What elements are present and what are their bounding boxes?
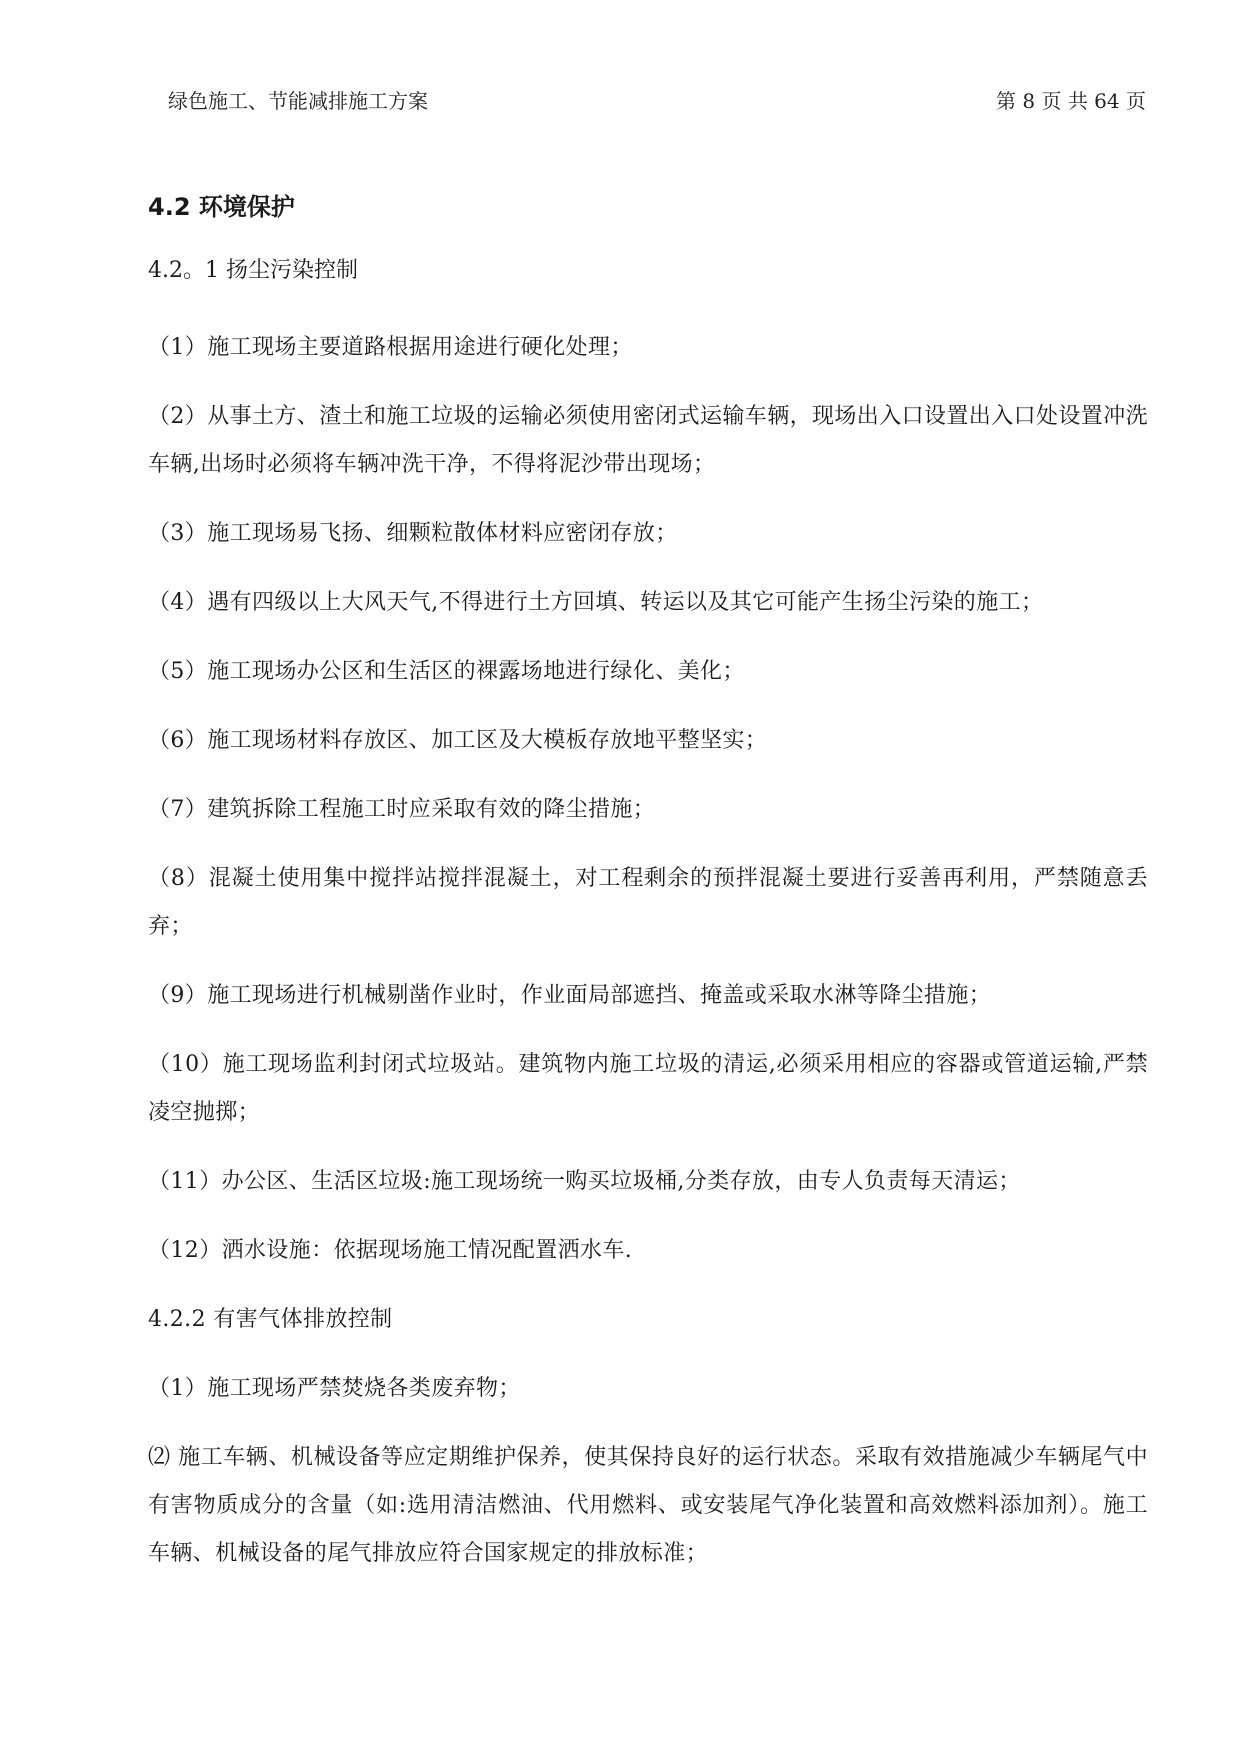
list-item: ⑵ 施工车辆、机械设备等应定期维护保养，使其保持良好的运行状态。采取有效措施减少车辆尾气中有害物质成分的含量（如:选用清洁燃油、代用燃料、或安装尾气净化装置和高效燃料添加剂）。施工车辆、机械设备的尾气排放应符合国家规定的排放标准； [148, 1445, 1148, 1566]
list-item: （1）施工现场严禁焚烧各类废弃物； [148, 1376, 521, 1401]
list-item: （11）办公区、生活区垃圾:施工现场统一购买垃圾桶,分类存放，由专人负责每天清运； [148, 1169, 1021, 1194]
list-item: （9）施工现场进行机械剔凿作业时，作业面局部遮挡、掩盖或采取水淋等降尘措施； [148, 983, 992, 1008]
list-item: （10）施工现场监利封闭式垃圾站。建筑物内施工垃圾的清运,必须采用相应的容器或管道运输,严禁凌空抛掷； [148, 1052, 1148, 1125]
list-item: （6）施工现场材料存放区、加工区及大模板存放地平整坚实； [148, 728, 768, 753]
subsection-heading-dust-control: 4.2。1 扬尘污染控制 [148, 258, 358, 283]
list-item: （2）从事土方、渣土和施工垃圾的运输必须使用密闭式运输车辆，现场出入口设置出入口处设置冲洗车辆,出场时必须将车辆冲洗干净，不得将泥沙带出现场； [148, 404, 1149, 477]
header-page-number: 第 8 页 共 64 页 [996, 89, 1146, 113]
page-content [148, 190, 1148, 1599]
list-item: （8）混凝土使用集中搅拌站搅拌混凝土，对工程剩余的预拌混凝土要进行妥善再利用，严禁随意丢弃； [148, 866, 1148, 939]
list-item: （1）施工现场主要道路根据用途进行硬化处理； [148, 335, 633, 360]
list-item: （5）施工现场办公区和生活区的裸露场地进行绿化、美化； [148, 659, 745, 684]
list-item: （12）洒水设施：依据现场施工情况配置洒水车. [148, 1238, 633, 1263]
section-heading: 4.2 环境保护 [148, 193, 295, 221]
subsection-heading-gas-control: 4.2.2 有害气体排放控制 [148, 1307, 393, 1332]
list-item: （7）建筑拆除工程施工时应采取有效的降尘措施； [148, 797, 656, 822]
list-item: （3）施工现场易飞扬、细颗粒散体材料应密闭存放； [148, 521, 678, 546]
header-document-title: 绿色施工、节能减排施工方案 [168, 89, 428, 113]
list-item: （4）遇有四级以上大风天气,不得进行土方回填、转运以及其它可能产生扬尘污染的施工； [148, 590, 1044, 615]
